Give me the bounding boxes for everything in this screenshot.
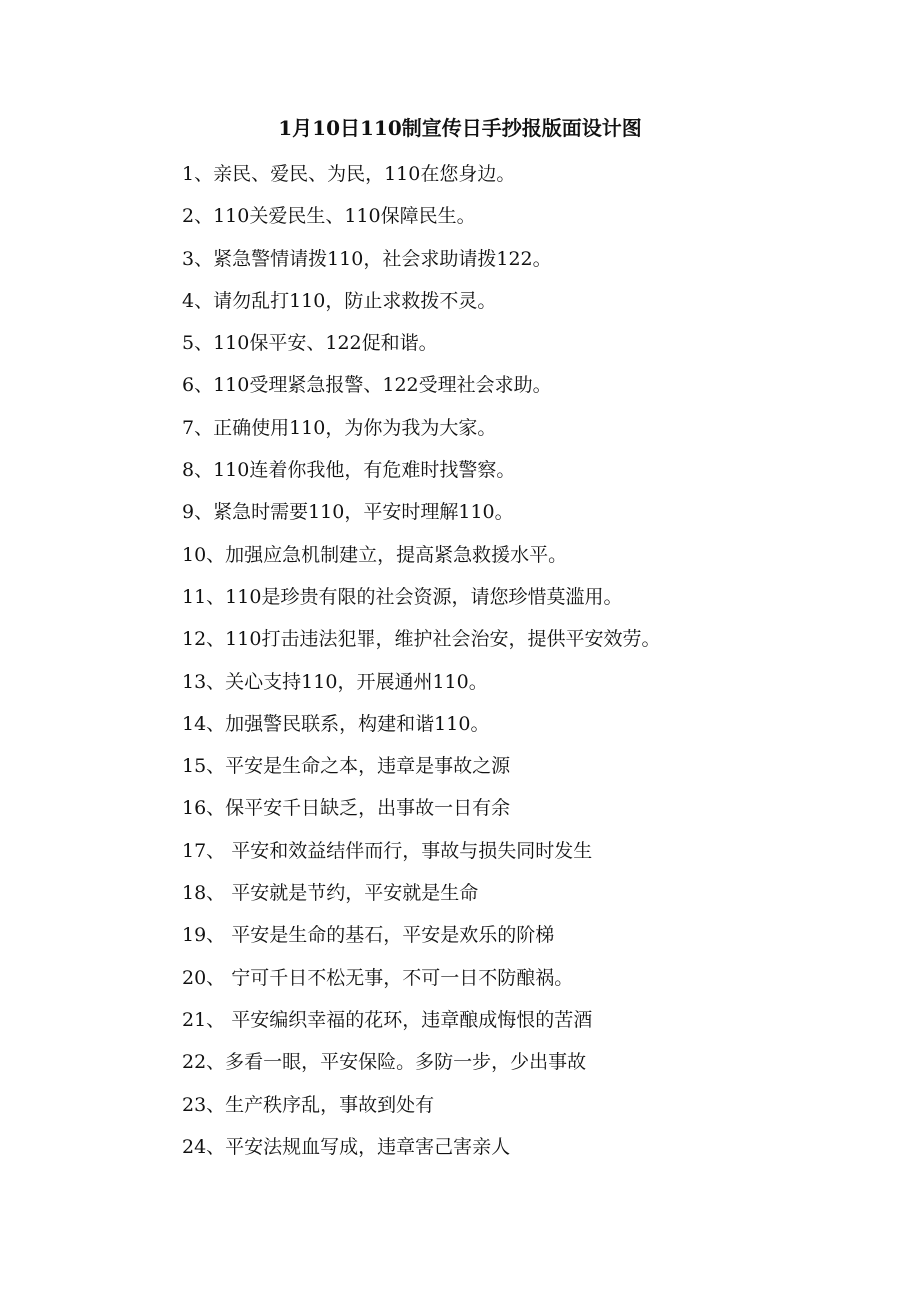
slogan-item-4: 4、请勿乱打110，防止求救拨不灵。 [182, 289, 497, 312]
slogan-item-17: 17、 平安和效益结伴而行，事故与损失同时发生 [182, 839, 593, 862]
slogan-list [182, 158, 660, 1173]
slogan-item-13: 13、关心支持110，开展通州110。 [182, 670, 488, 693]
slogan-item-22: 22、多看一眼，平安保险。多防一步，少出事故 [182, 1051, 587, 1074]
slogan-item-15: 15、平安是生命之本，违章是事故之源 [182, 755, 511, 778]
slogan-item-12: 12、110打击违法犯罪，维护社会治安，提供平安效劳。 [182, 628, 661, 651]
slogan-item-11: 11、110是珍贵有限的社会资源，请您珍惜莫滥用。 [182, 585, 623, 608]
slogan-item-19: 19、 平安是生命的基石，平安是欢乐的阶梯 [182, 924, 555, 947]
slogan-item-23: 23、生产秩序乱，事故到处有 [182, 1093, 435, 1116]
slogan-item-7: 7、正确使用110，为你为我为大家。 [182, 416, 497, 439]
slogan-item-14: 14、加强警民联系，构建和谐110。 [182, 712, 490, 735]
slogan-item-21: 21、 平安编织幸福的花环，违章酿成悔恨的苦酒 [182, 1008, 593, 1031]
slogan-item-1: 1、亲民、爱民、为民，110在您身边。 [182, 163, 516, 185]
slogan-item-20: 20、 宁可千日不松无事，不可一日不防酿祸。 [182, 966, 574, 989]
slogan-item-18: 18、 平安就是节约，平安就是生命 [182, 882, 479, 905]
slogan-item-24: 24、平安法规血写成，违章害己害亲人 [182, 1135, 511, 1158]
slogan-item-6: 6、110受理紧急报警、122受理社会求助。 [182, 374, 552, 397]
slogan-item-8: 8、110连着你我他，有危难时找警察。 [182, 459, 516, 482]
slogan-item-3: 3、紧急警情请拨110，社会求助请拨122。 [182, 247, 552, 270]
slogan-item-2: 2、110关爱民生、110保障民生。 [182, 205, 476, 228]
slogan-item-16: 16、保平安千日缺乏，出事故一日有余 [182, 797, 511, 820]
slogan-item-10: 10、加强应急机制建立，提高紧急救援水平。 [182, 543, 568, 566]
slogan-item-5: 5、110保平安、122促和谐。 [182, 332, 438, 355]
slogan-item-9: 9、紧急时需要110，平安时理解110。 [182, 501, 514, 524]
page-title: 1月10日110制宣传日手抄报版面设计图 [278, 116, 642, 140]
